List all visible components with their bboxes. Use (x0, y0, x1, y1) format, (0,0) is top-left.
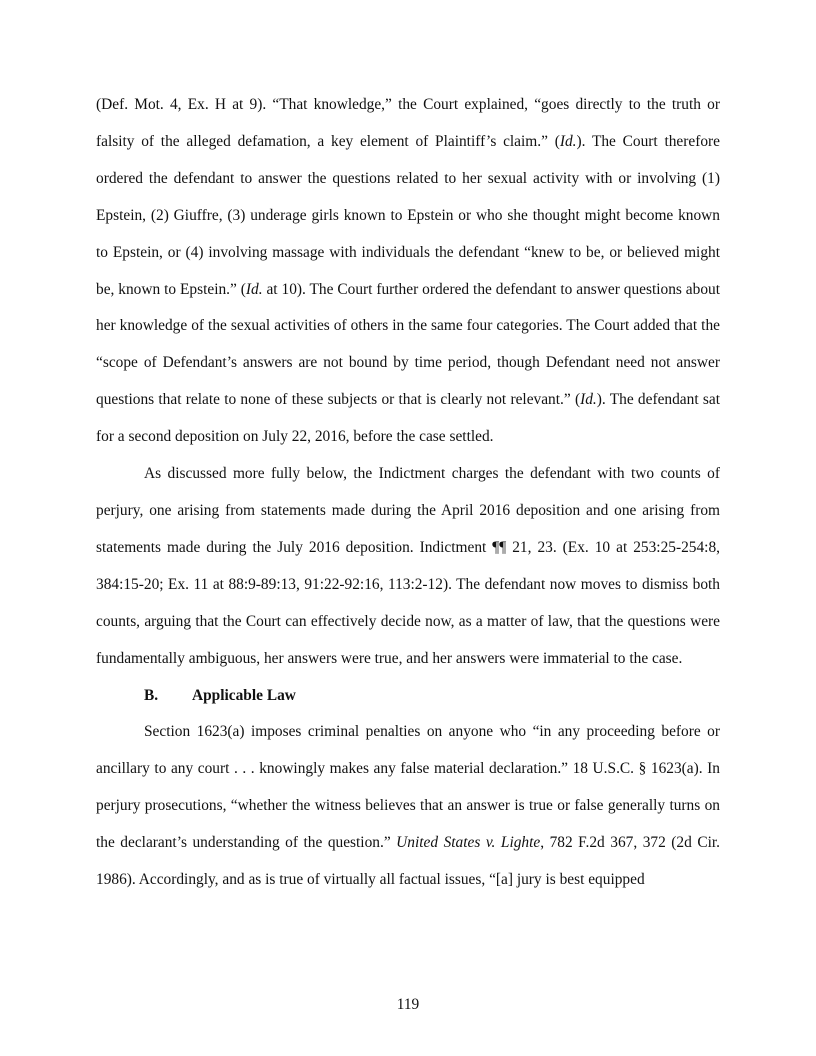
citation-id: Id. (559, 132, 577, 150)
paragraph-indictment: As discussed more fully below, the Indictment charges the defendant with two counts of perjury, one arising from statements made during the April 2016 deposition and one arising from statements made during the July 2016 deposition. Indictment ¶¶ 21, 23. (Ex. 10 at 253:25-254:8, 384:15-20; Ex. 11 at 88:9-89:13, 91:22-92:16, 113:2-12). The defendant now moves to dismiss both counts, arguing that the Court can effectively decide now, as a matter of law, that the questions were fundamentally ambiguous, her answers were true, and her answers were immaterial to the case. (96, 465, 720, 667)
citation-id: Id. (245, 280, 263, 298)
paragraph-1-text-4: ). The defendant sat for a second deposition on July 22, 2016, before the case settled. (96, 391, 720, 446)
paragraph-3-text-1: Section 1623(a) imposes criminal penalties on anyone who “in any proceeding before or ancillary to any court . . . knowingly makes any false material declaration.” 18 U.S.C. § 1623(a). In perjury prosecutions, “whether the witness believes that an answer is true or false generally turns on the declarant’s understanding of the question.” (96, 723, 720, 852)
paragraph-3-text-2: , 782 F.2d 367, 372 (2d Cir. 1986). Accordingly, and as is true of virtually all factual issues, “[a] jury is best equipped (96, 834, 720, 889)
page-number: 119 (396, 996, 420, 1013)
paragraph-1-text-2: ). The Court therefore ordered the defendant to answer the questions related to her sexual activity with or involving (1) Epstein, (2) Giuffre, (3) underage girls known to Epstein or who she thought might become known to Epstein, or (4) involving massage with individuals the defendant “knew to be, or believed might be, known to Epstein.” ( (96, 132, 720, 298)
section-letter: B. (144, 686, 159, 704)
document-body (96, 87, 720, 899)
paragraph-1-text-1: (Def. Mot. 4, Ex. H at 9). “That knowledge,” the Court explained, “goes directly to the truth or falsity of the alleged defamation, a key element of Plaintiff’s claim.” ( (96, 96, 720, 150)
paragraph-court-order (96, 87, 720, 456)
section-heading (96, 678, 720, 715)
paragraph-applicable-law (96, 714, 720, 899)
section-title: Applicable Law (192, 686, 296, 704)
paragraph-1-text-3: at 10). The Court further ordered the defendant to answer questions about her knowledge of the sexual activities of others in the same four categories. The Court added that the “scope of Defendant’s answers are not bound by time period, though Defendant need not answer questions that relate to none of these subjects or that is clearly not relevant.” ( (96, 280, 720, 409)
citation-id: Id. (580, 391, 597, 409)
case-citation: United States v. Lighte (396, 834, 541, 852)
